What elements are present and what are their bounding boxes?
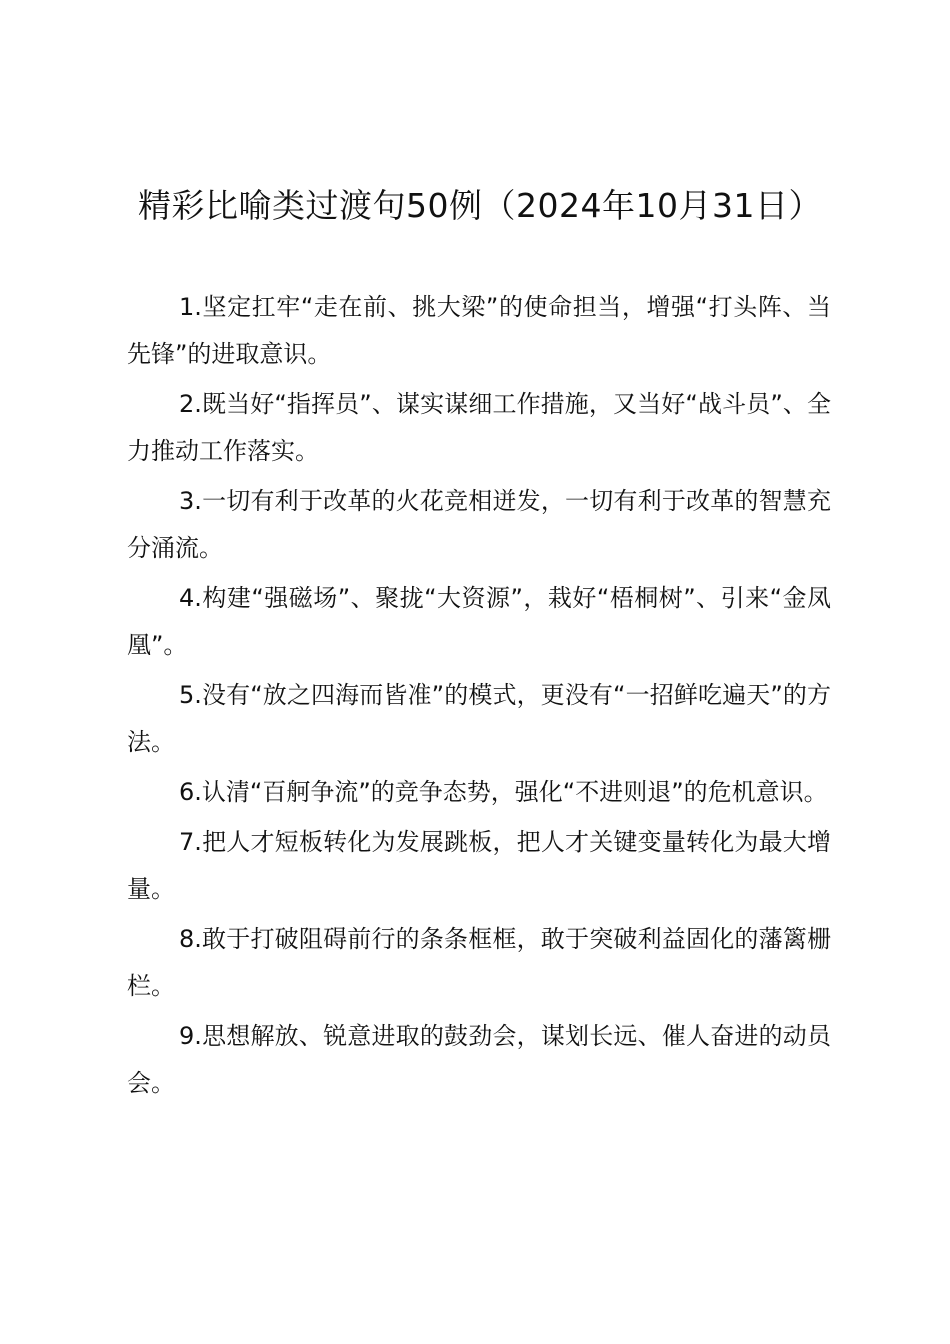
paragraph-4: 4.构建“强磁场”、聚拢“大资源”，栽好“梧桐树”、引来“金凤凰”。 <box>127 584 831 659</box>
paragraph-1: 1.坚定扛牢“走在前、挑大梁”的使命担当，增强“打头阵、当先锋”的进取意识。 <box>127 293 831 368</box>
document-body <box>127 284 831 1110</box>
paragraph-5: 5.没有“放之四海而皆准”的模式，更没有“一招鲜吃遍天”的方法。 <box>127 681 831 756</box>
paragraph-6: 6.认清“百舸争流”的竞争态势，强化“不进则退”的危机意识。 <box>179 778 828 806</box>
paragraph-9: 9.思想解放、锐意进取的鼓劲会，谋划长远、催人奋进的动员会。 <box>127 1022 831 1097</box>
paragraph-2: 2.既当好“指挥员”、谋实谋细工作措施，又当好“战斗员”、全力推动工作落实。 <box>127 390 831 465</box>
paragraph-8: 8.敢于打破阻碍前行的条条框框，敢于突破利益固化的藩篱栅栏。 <box>127 925 831 1000</box>
document-title: 精彩比喻类过渡句50例（2024年10月31日） <box>138 186 822 225</box>
paragraph-3: 3.一切有利于改革的火花竞相迸发，一切有利于改革的智慧充分涌流。 <box>127 487 831 562</box>
paragraph-7: 7.把人才短板转化为发展跳板，把人才关键变量转化为最大增量。 <box>127 828 831 903</box>
